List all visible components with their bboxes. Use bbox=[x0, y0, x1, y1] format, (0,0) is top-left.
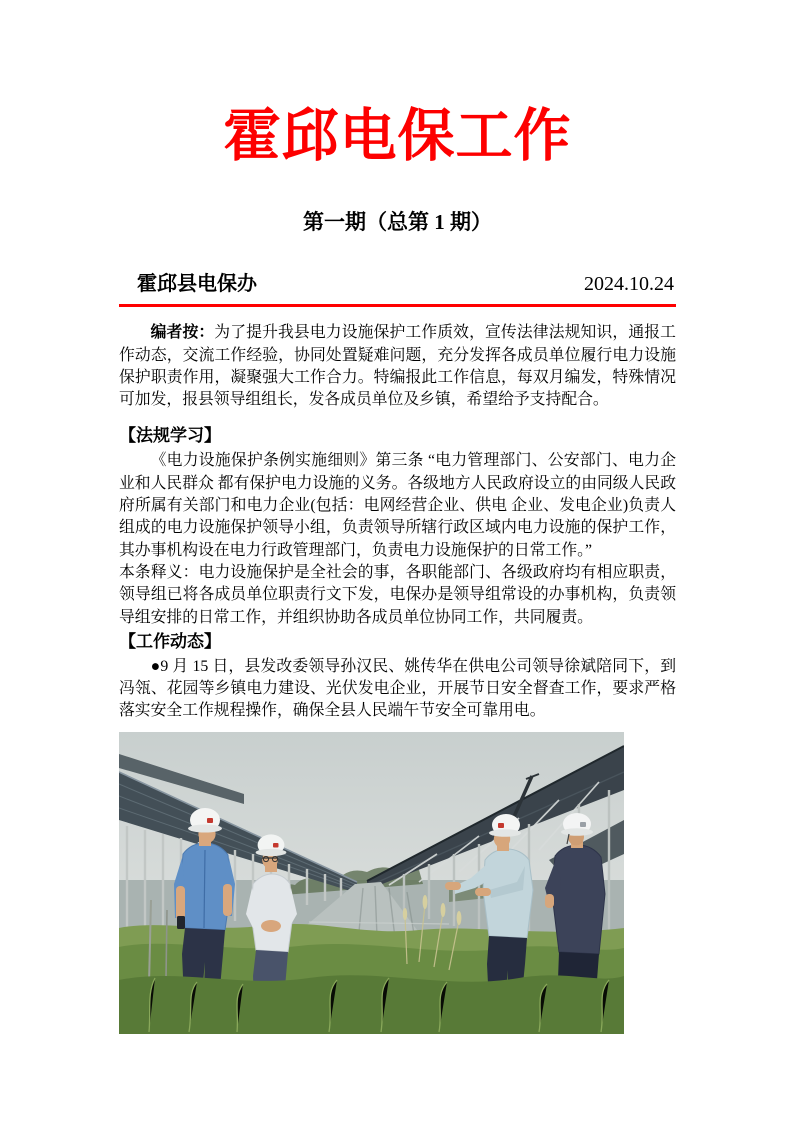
issue-line: 第一期（总第 1 期） bbox=[303, 210, 492, 235]
masthead-date: 2024.10.24 bbox=[584, 273, 674, 296]
section-heading-regulations: 【法规学习】 bbox=[119, 426, 221, 446]
newsletter-title: 霍邱电保工作 bbox=[223, 105, 572, 168]
editor-note-label: 编者按： bbox=[150, 324, 215, 342]
red-divider bbox=[119, 304, 676, 307]
inspection-photo-illustration bbox=[119, 732, 624, 1034]
section-heading-work-updates: 【工作动态】 bbox=[119, 631, 221, 651]
masthead bbox=[119, 267, 676, 296]
masthead-organization: 霍邱县电保办 bbox=[137, 273, 257, 296]
inspection-photo bbox=[119, 732, 624, 1034]
editor-note-text: 为了提升我县电力设施保护工作质效，宣传法律法规知识，通报工作动态，交流工作经验，协同处置疑难问题，充分发挥各成员单位履行电力设施保护职责作用，凝聚强大工作合力。特编报此工作信息，每双月编发，特殊情况可加发，报县领导组组长，发各成员单位及乡镇，希望给予支持配合。 bbox=[119, 324, 676, 409]
stake-2 bbox=[166, 910, 167, 978]
regulation-quote-paragraph: 《电力设施保护条例实施细则》第三条 “电力管理部门、公安部门、电力企业和人民群众 都有保护电力设施的义务。各级地方人民政府设立的由同级人民政府所属有关部门和电力企业(包括：电网经营企业、供电 企业、发电企业)负责人组成的电力设施保护领导小组，负责领导所辖行政区域内电力设施的保护工作，其办事机构设在电力行政管理部门，负责电力设施保护的日常工作。” bbox=[119, 452, 676, 559]
editor-note-paragraph bbox=[119, 322, 676, 411]
regulation-interpretation-paragraph: 本条释义：电力设施保护是全社会的事，各职能部门、各级政府均有相应职责，领导组已将各成员单位职责行文下发，电保办是领导组常设的办事机构，负责领导组安排的日常工作，并组织协助各成员单位协同工作，共同履责。 bbox=[119, 563, 676, 626]
newsletter-content bbox=[119, 0, 676, 1034]
work-update-paragraph: ●9 月 15 日，县发改委领导孙汉民、姚传华在供电公司领导徐斌陪同下，到冯瓴、花园等乡镇电力建设、光伏发电企业，开展节日安全督查工作，要求严格落实安全工作规程操作，确保全县人民端午节安全可靠用电。 bbox=[119, 657, 676, 720]
